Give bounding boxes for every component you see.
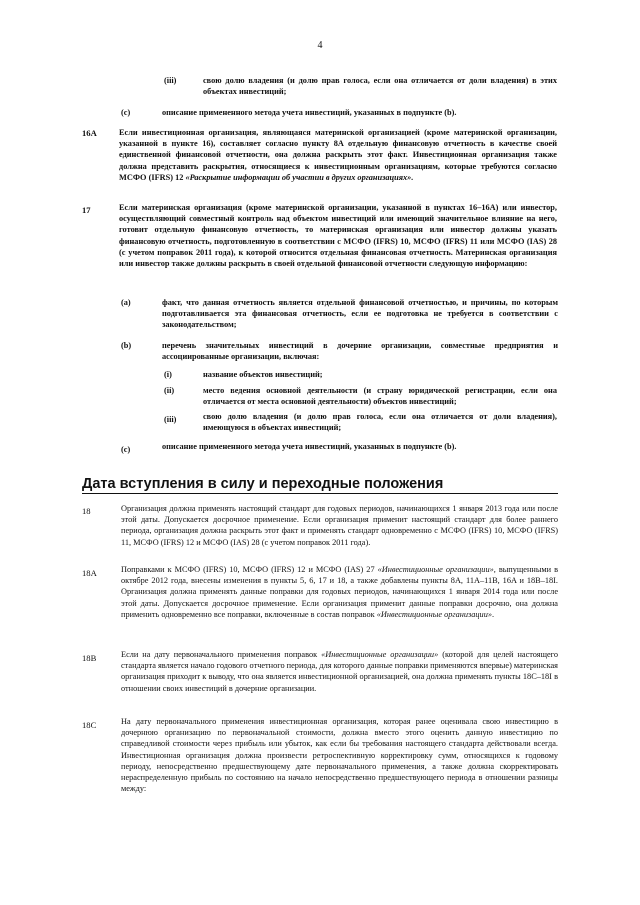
paragraph-18A-text-1: Поправками к МСФО (IFRS) 10, МСФО (IFRS) 12 и МСФО (IAS) 27 bbox=[121, 565, 378, 574]
paragraph-16A-italic: «Раскрытие информации об участии в других организациях». bbox=[185, 172, 414, 182]
paragraph-18A-text-3: . bbox=[492, 609, 495, 619]
paragraph-18: Организация должна применять настоящий стандарт для годовых периодов, начинающихся 1 января 2013 года или после этой даты. Допускается досрочное применение. Если организация применит настоящий стандарт для более раннего периода, организация должна раскрыть этот факт и применять стандарт одновременно с МСФО (IFRS) 10, МСФО (IFRS) 11, МСФО (IFRS) 12 и МСФО (IAS) 28 (с учетом поправок 2011 года). bbox=[121, 504, 558, 547]
item-label-b: (b) bbox=[121, 341, 132, 350]
paragraph-18A-italic-2: «Инвестиционные организации» bbox=[376, 609, 492, 619]
item-text-b-ii: место ведения основной деятельности (и страну юридической регистрации, если она отличается от места основной деятельности) объектов инвестиций; bbox=[203, 386, 557, 407]
page-number: 4 bbox=[317, 40, 323, 51]
paragraph-18A-italic-1: «Инвестиционные организации» bbox=[377, 565, 494, 574]
item-text-a: факт, что данная отчетность является отдельной финансовой отчетностью, и причины, по которым подготавливается эта финансовая отчетность, если ее подготовка не требуется в соответствии с законодательством; bbox=[162, 298, 558, 330]
paragraph-18B-text-2: (которой для целей настоящего стандарта является начало годового отчетного периода, для которого данные поправки применяются впервые) материнская организация приходит к выводу, что она является инвестиционной организацией, она должна применять пункты 18C–18I в отношении своих инвестиций в дочерние организации. bbox=[121, 650, 558, 693]
item-label-c-top: (c) bbox=[121, 108, 131, 117]
item-text-b: перечень значительных инвестиций в дочерние организации, совместные предприятия и ассоциированные организации, включая: bbox=[162, 341, 558, 362]
section-heading: Дата вступления в силу и переходные положения bbox=[82, 476, 558, 494]
paragraph-number-17: 17 bbox=[82, 205, 91, 215]
item-text-c-top: описание примененного метода учета инвестиций, указанных в подпункте (b). bbox=[162, 108, 457, 117]
paragraph-number-16A: 16A bbox=[82, 128, 97, 138]
item-label-iii-top: (iii) bbox=[164, 76, 177, 85]
paragraph-17: Если материнская организация (кроме материнской организации, указанной в пунктах 16–16A) или инвестор, осуществляющий совместный контроль над объектом инвестиций или имеющий значительное влияние на него, готовит отдельную финансовую отчетность, то материнская организация или инвестор должны указать финансовую отчетность, подготовленную в соответствии с МСФО (IFRS) 10, МСФО (IFRS) 11 или МСФО (IAS) 28 (с учетом поправок 2011 года), к которой относится отдельная финансовая отчетность. Материнская организация или инвестор также должны раскрыть в своей отдельной финансовой отчетности следующую информацию: bbox=[119, 203, 557, 269]
paragraph-number-18B: 18B bbox=[82, 653, 97, 663]
item-text-iii-top: свою долю владения (и долю прав голоса, если она отличается от доли владения) в этих объектах инвестиций; bbox=[203, 76, 557, 97]
item-text-b-i: название объектов инвестиций; bbox=[203, 370, 323, 379]
paragraph-16A bbox=[119, 127, 557, 183]
paragraph-number-18C: 18C bbox=[82, 720, 97, 730]
item-label-b-iii: (iii) bbox=[164, 415, 177, 424]
paragraph-18B-text-1: Если на дату первоначального применения поправок bbox=[121, 650, 322, 659]
paragraph-16A-text: Если инвестиционная организация, являющаяся материнской организацией (кроме материнской организации, указанной в пункте 16), составляет согласно пункту 8A отдельную финансовую отчетность в качестве своей единственной финансовой отчетности, она должна раскрыть этот факт. Инвестиционная организация также должна представить раскрытия, относящиеся к инвестиционным организациям, которые требуются согласно МСФО (IFRS) 12 bbox=[119, 128, 557, 182]
paragraph-18A bbox=[121, 564, 558, 620]
paragraph-number-18A: 18A bbox=[82, 568, 97, 578]
item-label-b-ii: (ii) bbox=[164, 386, 175, 395]
item-text-b-iii: свою долю владения (и долю прав голоса, если она отличается от доли владения), имеющуюся в объектах инвестиций; bbox=[203, 412, 557, 433]
item-label-b-i: (i) bbox=[164, 370, 172, 379]
paragraph-18B bbox=[121, 649, 558, 694]
paragraph-18B-italic: «Инвестиционные организации» bbox=[321, 650, 439, 659]
item-text-c: описание примененного метода учета инвестиций, указанных в подпункте (b). bbox=[162, 442, 457, 451]
paragraph-18A-text-2: , выпущенными в октябре 2012 года, внесены изменения в пункты 5, 6, 17 и 18, а также добавлены пункты 8A, 11A–11B, 16A и 18B–18I. Организация должна применять данные поправки для годовых периодов, начинающихся 1 января 2014 года или после этой даты. Допускается досрочное применение. Если организация применит данные поправки досрочно, она должна применить одновременно все поправки, включенные в состав поправок bbox=[121, 565, 559, 619]
item-label-c: (c) bbox=[121, 445, 131, 454]
paragraph-18C: На дату первоначального применения инвестиционная организация, которая ранее оценивала свою инвестицию в дочернюю организацию по первоначальной стоимости, должна вместо этого оценить данную инвестицию по справедливой стоимости через прибыль или убыток, как если бы требования настоящего стандарта действовали всегда. Инвестиционная организация должна произвести ретроспективную корректировку сумм, относящихся к годовому периоду, непосредственно предшествующему дате первоначального применения, а также должна скорректировать нераспределенную прибыль по состоянию на начало непосредственно предшествующего периода в отношении разницы между: bbox=[121, 717, 558, 794]
paragraph-number-18: 18 bbox=[82, 506, 91, 516]
item-label-a: (a) bbox=[121, 298, 131, 307]
